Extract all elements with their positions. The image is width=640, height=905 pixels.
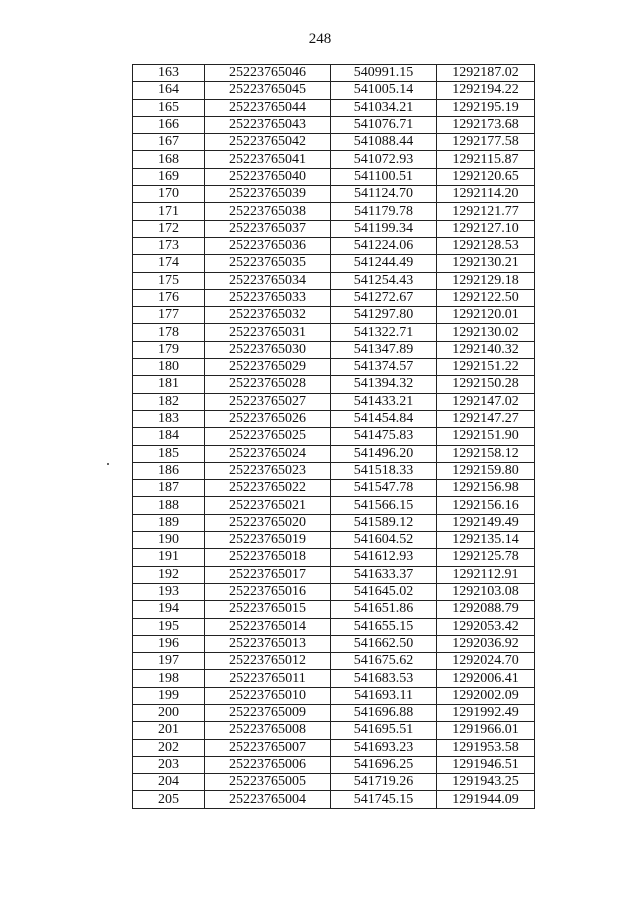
table-row <box>133 289 535 306</box>
y-coordinate-cell: 1292177.58 <box>437 134 535 151</box>
point-id-cell: 25223765007 <box>205 739 331 756</box>
point-id-cell: 25223765022 <box>205 480 331 497</box>
y-coordinate-cell: 1292156.16 <box>437 497 535 514</box>
table-row <box>133 618 535 635</box>
point-id-cell: 25223765031 <box>205 324 331 341</box>
table-row <box>133 134 535 151</box>
y-coordinate-cell: 1292088.79 <box>437 601 535 618</box>
x-coordinate-cell: 541224.06 <box>331 237 437 254</box>
x-coordinate-cell: 541655.15 <box>331 618 437 635</box>
x-coordinate-cell: 541297.80 <box>331 307 437 324</box>
x-coordinate-cell: 541589.12 <box>331 514 437 531</box>
point-number-cell: 177 <box>133 307 205 324</box>
point-number-cell: 170 <box>133 186 205 203</box>
point-number-cell: 205 <box>133 791 205 808</box>
point-id-cell: 25223765038 <box>205 203 331 220</box>
point-number-cell: 173 <box>133 237 205 254</box>
table-row <box>133 376 535 393</box>
x-coordinate-cell: 541100.51 <box>331 168 437 185</box>
point-number-cell: 163 <box>133 65 205 82</box>
point-number-cell: 172 <box>133 220 205 237</box>
x-coordinate-cell: 541683.53 <box>331 670 437 687</box>
y-coordinate-cell: 1292147.02 <box>437 393 535 410</box>
point-id-cell: 25223765013 <box>205 635 331 652</box>
y-coordinate-cell: 1292151.90 <box>437 428 535 445</box>
x-coordinate-cell: 541072.93 <box>331 151 437 168</box>
table-row <box>133 410 535 427</box>
table-row <box>133 601 535 618</box>
point-number-cell: 191 <box>133 549 205 566</box>
y-coordinate-cell: 1292121.77 <box>437 203 535 220</box>
page-number: 248 <box>308 31 332 47</box>
table-row <box>133 774 535 791</box>
point-number-cell: 192 <box>133 566 205 583</box>
table-row <box>133 255 535 272</box>
table-row <box>133 237 535 254</box>
point-number-cell: 183 <box>133 410 205 427</box>
table-row <box>133 756 535 773</box>
point-number-cell: 193 <box>133 583 205 600</box>
x-coordinate-cell: 540991.15 <box>331 65 437 82</box>
x-coordinate-cell: 541633.37 <box>331 566 437 583</box>
y-coordinate-cell: 1292114.20 <box>437 186 535 203</box>
x-coordinate-cell: 541244.49 <box>331 255 437 272</box>
y-coordinate-cell: 1292149.49 <box>437 514 535 531</box>
table-row <box>133 670 535 687</box>
y-coordinate-cell: 1291992.49 <box>437 704 535 721</box>
y-coordinate-cell: 1292140.32 <box>437 341 535 358</box>
point-number-cell: 196 <box>133 635 205 652</box>
point-number-cell: 185 <box>133 445 205 462</box>
point-number-cell: 175 <box>133 272 205 289</box>
x-coordinate-cell: 541433.21 <box>331 393 437 410</box>
point-id-cell: 25223765039 <box>205 186 331 203</box>
point-number-cell: 178 <box>133 324 205 341</box>
table-row <box>133 704 535 721</box>
table-row <box>133 99 535 116</box>
y-coordinate-cell: 1292151.22 <box>437 359 535 376</box>
point-id-cell: 25223765033 <box>205 289 331 306</box>
point-id-cell: 25223765043 <box>205 116 331 133</box>
x-coordinate-cell: 541076.71 <box>331 116 437 133</box>
table-row <box>133 722 535 739</box>
point-number-cell: 204 <box>133 774 205 791</box>
point-id-cell: 25223765011 <box>205 670 331 687</box>
point-number-cell: 198 <box>133 670 205 687</box>
y-coordinate-cell: 1292122.50 <box>437 289 535 306</box>
table-row <box>133 583 535 600</box>
y-coordinate-cell: 1292036.92 <box>437 635 535 652</box>
point-id-cell: 25223765018 <box>205 549 331 566</box>
y-coordinate-cell: 1292120.65 <box>437 168 535 185</box>
x-coordinate-cell: 541719.26 <box>331 774 437 791</box>
point-number-cell: 189 <box>133 514 205 531</box>
point-id-cell: 25223765025 <box>205 428 331 445</box>
point-id-cell: 25223765020 <box>205 514 331 531</box>
x-coordinate-cell: 541566.15 <box>331 497 437 514</box>
y-coordinate-cell: 1291944.09 <box>437 791 535 808</box>
point-id-cell: 25223765024 <box>205 445 331 462</box>
x-coordinate-cell: 541322.71 <box>331 324 437 341</box>
y-coordinate-cell: 1292194.22 <box>437 82 535 99</box>
y-coordinate-cell: 1292135.14 <box>437 532 535 549</box>
point-number-cell: 164 <box>133 82 205 99</box>
point-id-cell: 25223765016 <box>205 583 331 600</box>
y-coordinate-cell: 1292187.02 <box>437 65 535 82</box>
x-coordinate-cell: 541693.11 <box>331 687 437 704</box>
y-coordinate-cell: 1292129.18 <box>437 272 535 289</box>
table-row <box>133 480 535 497</box>
coordinates-table <box>132 64 535 809</box>
y-coordinate-cell: 1291946.51 <box>437 756 535 773</box>
point-id-cell: 25223765045 <box>205 82 331 99</box>
point-id-cell: 25223765037 <box>205 220 331 237</box>
x-coordinate-cell: 541696.25 <box>331 756 437 773</box>
y-coordinate-cell: 1292130.21 <box>437 255 535 272</box>
point-id-cell: 25223765019 <box>205 532 331 549</box>
table-row <box>133 514 535 531</box>
x-coordinate-cell: 541675.62 <box>331 653 437 670</box>
table-row <box>133 445 535 462</box>
point-number-cell: 174 <box>133 255 205 272</box>
scan-speck <box>107 463 109 465</box>
point-number-cell: 181 <box>133 376 205 393</box>
y-coordinate-cell: 1292127.10 <box>437 220 535 237</box>
coordinates-table-body <box>133 65 535 809</box>
x-coordinate-cell: 541179.78 <box>331 203 437 220</box>
point-number-cell: 201 <box>133 722 205 739</box>
x-coordinate-cell: 541645.02 <box>331 583 437 600</box>
y-coordinate-cell: 1292173.68 <box>437 116 535 133</box>
y-coordinate-cell: 1292147.27 <box>437 410 535 427</box>
table-row <box>133 151 535 168</box>
point-id-cell: 25223765017 <box>205 566 331 583</box>
y-coordinate-cell: 1292120.01 <box>437 307 535 324</box>
point-id-cell: 25223765009 <box>205 704 331 721</box>
point-number-cell: 176 <box>133 289 205 306</box>
point-number-cell: 186 <box>133 462 205 479</box>
point-id-cell: 25223765044 <box>205 99 331 116</box>
table-row <box>133 791 535 808</box>
y-coordinate-cell: 1292195.19 <box>437 99 535 116</box>
point-id-cell: 25223765040 <box>205 168 331 185</box>
point-number-cell: 180 <box>133 359 205 376</box>
point-number-cell: 200 <box>133 704 205 721</box>
y-coordinate-cell: 1292024.70 <box>437 653 535 670</box>
table-row <box>133 566 535 583</box>
point-id-cell: 25223765008 <box>205 722 331 739</box>
x-coordinate-cell: 541454.84 <box>331 410 437 427</box>
point-number-cell: 169 <box>133 168 205 185</box>
point-id-cell: 25223765026 <box>205 410 331 427</box>
point-id-cell: 25223765021 <box>205 497 331 514</box>
point-id-cell: 25223765036 <box>205 237 331 254</box>
table-row <box>133 653 535 670</box>
x-coordinate-cell: 541005.14 <box>331 82 437 99</box>
x-coordinate-cell: 541347.89 <box>331 341 437 358</box>
y-coordinate-cell: 1292128.53 <box>437 237 535 254</box>
point-number-cell: 167 <box>133 134 205 151</box>
x-coordinate-cell: 541745.15 <box>331 791 437 808</box>
x-coordinate-cell: 541696.88 <box>331 704 437 721</box>
point-number-cell: 194 <box>133 601 205 618</box>
y-coordinate-cell: 1292156.98 <box>437 480 535 497</box>
point-number-cell: 195 <box>133 618 205 635</box>
x-coordinate-cell: 541272.67 <box>331 289 437 306</box>
table-row <box>133 497 535 514</box>
point-id-cell: 25223765030 <box>205 341 331 358</box>
y-coordinate-cell: 1291953.58 <box>437 739 535 756</box>
point-number-cell: 184 <box>133 428 205 445</box>
point-id-cell: 25223765041 <box>205 151 331 168</box>
y-coordinate-cell: 1292158.12 <box>437 445 535 462</box>
point-number-cell: 182 <box>133 393 205 410</box>
point-number-cell: 165 <box>133 99 205 116</box>
y-coordinate-cell: 1292103.08 <box>437 583 535 600</box>
y-coordinate-cell: 1292159.80 <box>437 462 535 479</box>
table-row <box>133 307 535 324</box>
point-id-cell: 25223765027 <box>205 393 331 410</box>
table-row <box>133 203 535 220</box>
x-coordinate-cell: 541693.23 <box>331 739 437 756</box>
table-row <box>133 393 535 410</box>
x-coordinate-cell: 541496.20 <box>331 445 437 462</box>
point-number-cell: 190 <box>133 532 205 549</box>
point-id-cell: 25223765023 <box>205 462 331 479</box>
point-number-cell: 203 <box>133 756 205 773</box>
table-row <box>133 549 535 566</box>
x-coordinate-cell: 541475.83 <box>331 428 437 445</box>
point-id-cell: 25223765015 <box>205 601 331 618</box>
point-id-cell: 25223765010 <box>205 687 331 704</box>
x-coordinate-cell: 541124.70 <box>331 186 437 203</box>
point-id-cell: 25223765014 <box>205 618 331 635</box>
point-number-cell: 166 <box>133 116 205 133</box>
table-row <box>133 739 535 756</box>
point-id-cell: 25223765032 <box>205 307 331 324</box>
x-coordinate-cell: 541394.32 <box>331 376 437 393</box>
table-row <box>133 341 535 358</box>
point-number-cell: 187 <box>133 480 205 497</box>
x-coordinate-cell: 541695.51 <box>331 722 437 739</box>
point-id-cell: 25223765028 <box>205 376 331 393</box>
x-coordinate-cell: 541374.57 <box>331 359 437 376</box>
point-id-cell: 25223765042 <box>205 134 331 151</box>
point-number-cell: 202 <box>133 739 205 756</box>
table-row <box>133 324 535 341</box>
x-coordinate-cell: 541662.50 <box>331 635 437 652</box>
x-coordinate-cell: 541651.86 <box>331 601 437 618</box>
point-number-cell: 188 <box>133 497 205 514</box>
y-coordinate-cell: 1291943.25 <box>437 774 535 791</box>
x-coordinate-cell: 541034.21 <box>331 99 437 116</box>
y-coordinate-cell: 1291966.01 <box>437 722 535 739</box>
x-coordinate-cell: 541199.34 <box>331 220 437 237</box>
point-id-cell: 25223765046 <box>205 65 331 82</box>
y-coordinate-cell: 1292125.78 <box>437 549 535 566</box>
x-coordinate-cell: 541612.93 <box>331 549 437 566</box>
table-row <box>133 220 535 237</box>
x-coordinate-cell: 541254.43 <box>331 272 437 289</box>
point-id-cell: 25223765005 <box>205 774 331 791</box>
point-id-cell: 25223765029 <box>205 359 331 376</box>
table-row <box>133 687 535 704</box>
table-row <box>133 462 535 479</box>
point-number-cell: 197 <box>133 653 205 670</box>
point-number-cell: 168 <box>133 151 205 168</box>
point-id-cell: 25223765034 <box>205 272 331 289</box>
point-number-cell: 171 <box>133 203 205 220</box>
table-row <box>133 532 535 549</box>
table-row <box>133 635 535 652</box>
point-id-cell: 25223765035 <box>205 255 331 272</box>
point-id-cell: 25223765006 <box>205 756 331 773</box>
table-row <box>133 359 535 376</box>
point-id-cell: 25223765012 <box>205 653 331 670</box>
table-row <box>133 168 535 185</box>
point-number-cell: 199 <box>133 687 205 704</box>
point-number-cell: 179 <box>133 341 205 358</box>
point-id-cell: 25223765004 <box>205 791 331 808</box>
table-row <box>133 82 535 99</box>
y-coordinate-cell: 1292006.41 <box>437 670 535 687</box>
x-coordinate-cell: 541604.52 <box>331 532 437 549</box>
x-coordinate-cell: 541088.44 <box>331 134 437 151</box>
y-coordinate-cell: 1292112.91 <box>437 566 535 583</box>
table-row <box>133 186 535 203</box>
y-coordinate-cell: 1292130.02 <box>437 324 535 341</box>
table-row <box>133 428 535 445</box>
y-coordinate-cell: 1292002.09 <box>437 687 535 704</box>
y-coordinate-cell: 1292150.28 <box>437 376 535 393</box>
y-coordinate-cell: 1292115.87 <box>437 151 535 168</box>
x-coordinate-cell: 541518.33 <box>331 462 437 479</box>
x-coordinate-cell: 541547.78 <box>331 480 437 497</box>
y-coordinate-cell: 1292053.42 <box>437 618 535 635</box>
table-row <box>133 272 535 289</box>
table-row <box>133 116 535 133</box>
table-row <box>133 65 535 82</box>
